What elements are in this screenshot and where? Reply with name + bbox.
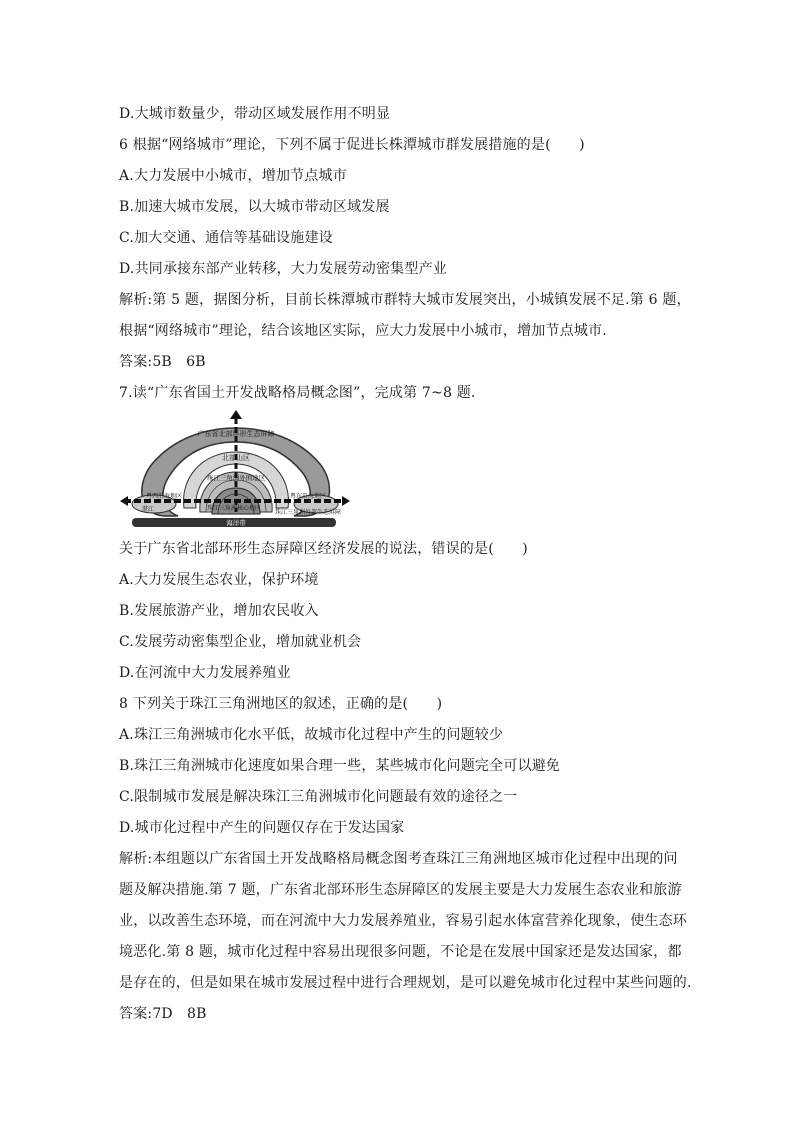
question-8: 8 下列关于珠江三角洲地区的叙述，正确的是( ) xyxy=(119,696,443,712)
option-8a: A.珠江三角洲城市化水平低，故城市化过程中产生的问题较少 xyxy=(119,727,504,743)
option-7c: C.发展劳动密集型企业，增加就业机会 xyxy=(119,634,362,650)
analysis-line: 题及解决措施.第 7 题，广东省北部环形生态屏障区的发展主要是大力发展生态农业和旅游 xyxy=(119,882,682,898)
option-6c: C.加大交通、通信等基础设施建设 xyxy=(119,230,333,246)
label-north-mountain: 北部山区 xyxy=(222,454,250,462)
label-west-wing: 粤西沿海地区 xyxy=(145,493,183,500)
analysis-line: 境恶化.第 8 题，城市化过程中容易出现很多问题，不论是在发展中国家还是发达国家，都 xyxy=(119,944,682,960)
option-8b: B.珠江三角洲城市化速度如果合理一些，某些城市化问题完全可以避免 xyxy=(119,758,561,774)
text-line: D.大城市数量少，带动区域发展作用不明显 xyxy=(119,106,391,122)
label-east-wing: 粤东沿海地区 xyxy=(289,493,327,500)
question-7: 关于广东省北部环形生态屏障区经济发展的说法，错误的是( ) xyxy=(119,541,528,557)
analysis-line: 根据“网络城市”理论，结合该地区实际，应大力发展中小城市，增加节点城市. xyxy=(119,323,607,339)
label-south-barrier: 珠江三角洲外部生态屏障 xyxy=(274,509,342,516)
analysis-line: 是存在的，但是如果在城市发展过程中进行合理规划，是可以避免城市化过程中某些问题的. xyxy=(119,975,692,991)
option-8c: C.限制城市发展是解决珠江三角洲城市化问题最有效的途径之一 xyxy=(119,789,518,805)
option-8d: D.城市化过程中产生的问题仅存在于发达国家 xyxy=(119,820,405,836)
label-outer-prd: 珠江三角洲外围地区 xyxy=(206,474,266,482)
option-7b: B.发展旅游产业，增加农民收入 xyxy=(119,603,319,619)
option-7d: D.在河流中大力发展养殖业 xyxy=(119,665,291,681)
option-6b: B.加速大城市发展，以大城市带动区域发展 xyxy=(119,199,390,215)
question-6: 6 根据“网络城市”理论，下列不属于促进长株潭城市群发展措施的是( ) xyxy=(119,137,585,153)
question-7-intro: 7.读“广东省国土开发战略格局概念图”，完成第 7~8 题. xyxy=(119,385,476,401)
analysis-line: 解析:第 5 题，据图分析，目前长株潭城市群特大城市发展突出，小城镇发展不足.第 6 题， xyxy=(119,292,691,308)
option-6a: A.大力发展中小城市，增加节点城市 xyxy=(119,168,347,184)
label-zhanjiang: 湛江 xyxy=(141,506,155,513)
label-core-prd: 珠江三角洲核心地区 xyxy=(206,505,262,512)
label-sea-area: 海洋带 xyxy=(226,519,246,527)
option-7a: A.大力发展生态农业，保护环境 xyxy=(119,572,319,588)
answer-7-8: 答案:7D 8B xyxy=(119,1006,207,1022)
answer-5-6: 答案:5B 6B xyxy=(119,354,206,370)
label-north-barrier: 广东省北部环形生态屏障 xyxy=(197,430,275,438)
option-6d: D.共同承接东部产业转移，大力发展劳动密集型产业 xyxy=(119,261,447,277)
analysis-line: 业，以改善生态环境，而在河流中大力发展养殖业，容易引起水体富营养化现象，使生态环 xyxy=(119,913,687,929)
analysis-line: 解析:本组题以广东省国土开发战略格局概念图考查珠江三角洲地区城市化过程中出现的问 xyxy=(119,851,678,867)
guangdong-strategy-diagram xyxy=(118,408,352,530)
